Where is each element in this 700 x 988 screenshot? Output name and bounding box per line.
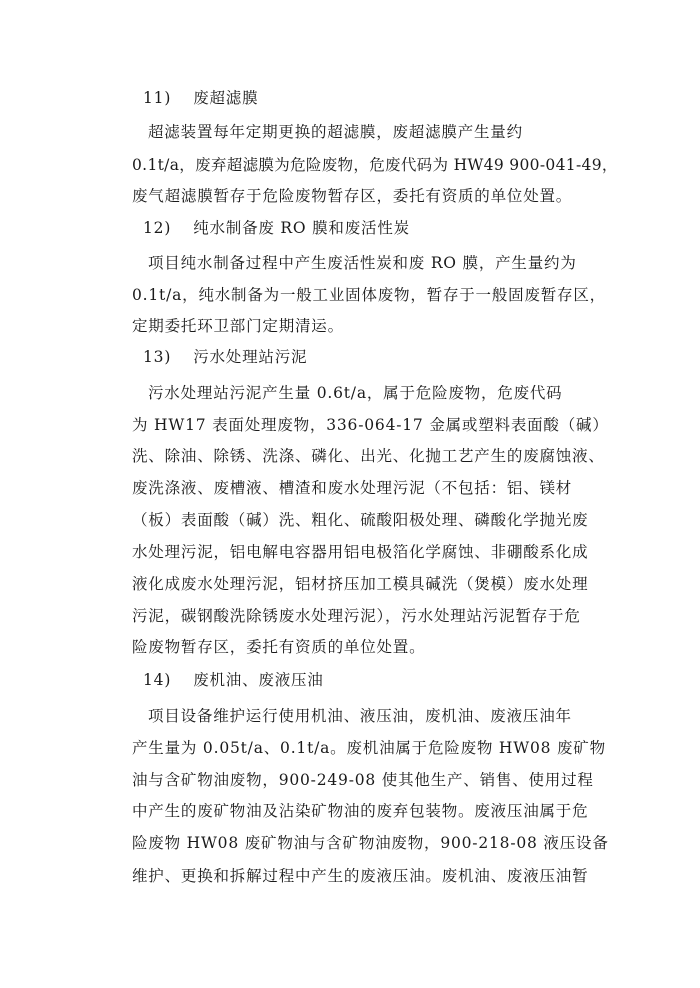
section-13-line-1: 污水处理站污泥产生量 0.6t/a，属于危险废物，危废代码	[148, 384, 563, 402]
section-11-heading: 11) 废超滤膜	[143, 89, 259, 107]
section-13-line-7: 液化成废水处理污泥，铝材挤压加工模具碱洗（煲模）废水处理	[132, 575, 589, 593]
section-13-line-9: 险废物暂存区，委托有资质的单位处置。	[132, 638, 426, 656]
section-13-heading: 13) 污水处理站污泥	[143, 348, 308, 366]
section-14-heading: 14) 废机油、废液压油	[143, 671, 324, 689]
section-14-line-4: 中产生的废矿物油及沾染矿物油的废弃包装物。废液压油属于危	[132, 802, 589, 820]
section-14-line-6: 维护、更换和拆解过程中产生的废液压油。废机油、废液压油暂	[132, 867, 589, 885]
section-11-line-1: 超滤装置每年定期更换的超滤膜，废超滤膜产生量约	[148, 123, 523, 141]
section-14-line-1: 项目设备维护运行使用机油、液压油，废机油、废液压油年	[148, 707, 572, 725]
section-13-line-8: 污泥，碳钢酸洗除锈废水处理污泥），污水处理站污泥暂存于危	[132, 607, 581, 625]
section-14-line-5: 险废物 HW08 废矿物油与含矿物油废物，900-218-08 液压设备	[132, 834, 609, 852]
section-11-line-3: 废气超滤膜暂存于危险废物暂存区，委托有资质的单位处置。	[132, 187, 573, 205]
section-13-line-4: 废洗涤液、废槽液、槽渣和废水处理污泥（不包括：铝、镁材	[132, 479, 573, 497]
section-13-line-3: 洗、除油、除锈、洗涤、磷化、出光、化抛工艺产生的废腐蚀液、	[132, 447, 605, 465]
section-13-line-6: 水处理污泥，铝电解电容器用铝电极箔化学腐蚀、非硼酸系化成	[132, 543, 589, 561]
section-14-line-3: 油与含矿物油废物，900-249-08 使其他生产、销售、使用过程	[132, 771, 594, 789]
section-11-line-2: 0.1t/a，废弃超滤膜为危险废物，危废代码为 HW49 900-041-49，	[132, 156, 618, 174]
section-12-line-2: 0.1t/a，纯水制备为一般工业固体废物，暂存于一般固废暂存区，	[132, 286, 606, 304]
section-14-line-2: 产生量为 0.05t/a、0.1t/a。废机油属于危险废物 HW08 废矿物	[132, 739, 606, 757]
section-13-line-5: （板）表面酸（碱）洗、粗化、硫酸阳极处理、磷酸化学抛光废	[132, 511, 589, 529]
section-12-line-3: 定期委托环卫部门定期清运。	[132, 317, 344, 335]
section-12-line-1: 项目纯水制备过程中产生废活性炭和废 RO 膜，产生量约为	[148, 254, 577, 272]
section-12-heading: 12) 纯水制备废 RO 膜和废活性炭	[143, 219, 410, 237]
section-13-line-2: 为 HW17 表面处理废物，336-064-17 金属或塑料表面酸（碱）	[132, 416, 609, 434]
